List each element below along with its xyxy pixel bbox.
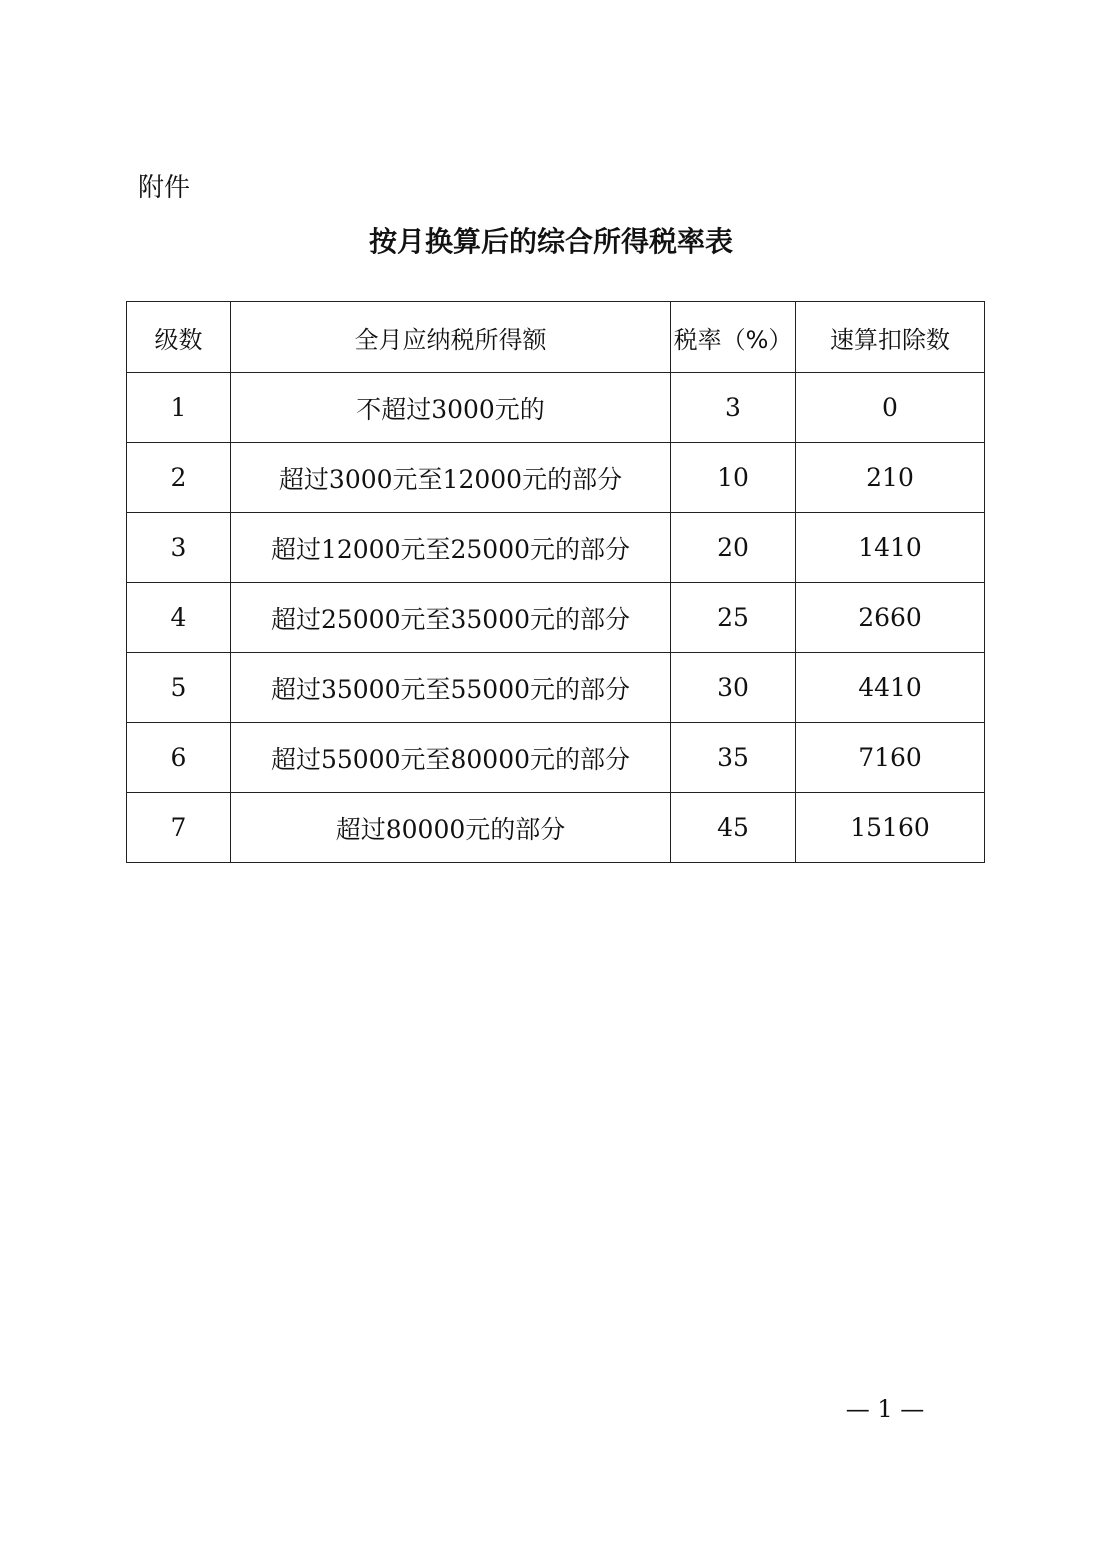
cell-rate: 30 — [671, 653, 796, 723]
tax-rate-table — [126, 301, 985, 863]
cell-rate: 35 — [671, 723, 796, 793]
cell-income: 超过12000元至25000元的部分 — [231, 513, 671, 583]
document-title: 按月换算后的综合所得税率表 — [368, 225, 733, 258]
cell-level: 2 — [127, 443, 231, 513]
cell-level: 1 — [127, 373, 231, 443]
cell-rate: 45 — [671, 793, 796, 863]
column-header-rate: 税率（%） — [671, 302, 796, 373]
cell-deduction: 210 — [796, 443, 985, 513]
column-header-income: 全月应纳税所得额 — [231, 302, 671, 373]
cell-deduction: 0 — [796, 373, 985, 443]
cell-deduction: 2660 — [796, 583, 985, 653]
page-number: — 1 — — [845, 1395, 925, 1423]
table-row — [127, 443, 985, 513]
column-header-level: 级数 — [127, 302, 231, 373]
table-row — [127, 583, 985, 653]
table-row — [127, 723, 985, 793]
cell-income: 超过35000元至55000元的部分 — [231, 653, 671, 723]
table-header-row — [127, 302, 985, 373]
table-row — [127, 653, 985, 723]
cell-income: 超过80000元的部分 — [231, 793, 671, 863]
cell-rate: 10 — [671, 443, 796, 513]
cell-level: 7 — [127, 793, 231, 863]
cell-level: 3 — [127, 513, 231, 583]
cell-income: 不超过3000元的 — [231, 373, 671, 443]
cell-deduction: 1410 — [796, 513, 985, 583]
cell-level: 6 — [127, 723, 231, 793]
cell-deduction: 4410 — [796, 653, 985, 723]
cell-income: 超过3000元至12000元的部分 — [231, 443, 671, 513]
column-header-deduction: 速算扣除数 — [796, 302, 985, 373]
table-row — [127, 793, 985, 863]
cell-rate: 25 — [671, 583, 796, 653]
table-row — [127, 373, 985, 443]
cell-level: 5 — [127, 653, 231, 723]
cell-rate: 3 — [671, 373, 796, 443]
cell-income: 超过25000元至35000元的部分 — [231, 583, 671, 653]
cell-deduction: 15160 — [796, 793, 985, 863]
cell-rate: 20 — [671, 513, 796, 583]
cell-level: 4 — [127, 583, 231, 653]
cell-deduction: 7160 — [796, 723, 985, 793]
table-row — [127, 513, 985, 583]
attachment-label: 附件 — [138, 173, 191, 203]
cell-income: 超过55000元至80000元的部分 — [231, 723, 671, 793]
